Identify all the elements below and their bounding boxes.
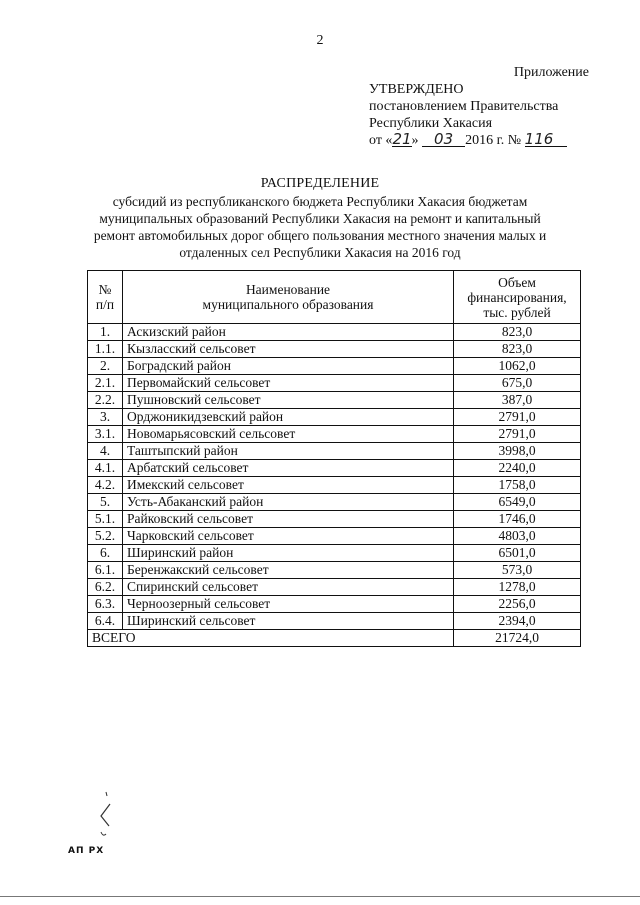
header-amount-line-2: финансирования, [467, 289, 567, 305]
row-number: 3.1. [88, 426, 123, 443]
table-row [88, 358, 581, 375]
row-amount: 2394,0 [454, 613, 581, 630]
row-name: Боградский район [123, 358, 454, 375]
row-amount: 6549,0 [454, 494, 581, 511]
date-month: 03 [422, 132, 465, 147]
row-amount: 1278,0 [454, 579, 581, 596]
row-amount: 1062,0 [454, 358, 581, 375]
total-row [88, 630, 581, 647]
header-amount-line-1: Объем [498, 274, 536, 290]
row-name: Спиринский сельсовет [123, 579, 454, 596]
header-name-line-2: муниципального образования [202, 297, 374, 312]
table-header-row [88, 271, 581, 324]
header-number-line-1: № [98, 282, 112, 297]
row-name: Усть-Абаканский район [123, 494, 454, 511]
date-year: 2016 г. [465, 133, 505, 148]
table-row [88, 375, 581, 392]
row-amount: 387,0 [454, 392, 581, 409]
row-amount: 573,0 [454, 562, 581, 579]
row-amount: 2256,0 [454, 596, 581, 613]
document-title: РАСПРЕДЕЛЕНИЕ [260, 176, 380, 191]
row-number: 4.2. [88, 477, 123, 494]
page-number: 2 [316, 33, 324, 48]
row-name: Черноозерный сельсовет [123, 596, 454, 613]
row-name: Ширинский сельсовет [123, 613, 454, 630]
date-prefix: от « [369, 133, 393, 148]
page-bottom-edge [0, 896, 640, 897]
row-name: Новомарьясовский сельсовет [123, 426, 454, 443]
row-name: Пушновский сельсовет [123, 392, 454, 409]
row-number: 4.1. [88, 460, 123, 477]
row-number: 6.4. [88, 613, 123, 630]
approval-date-line [369, 132, 609, 149]
approved-label: УТВЕРЖДЕНО [369, 82, 464, 97]
date-day: 21 [392, 130, 412, 148]
total-amount: 21724,0 [454, 630, 581, 647]
footer-code: АП РХ [68, 846, 105, 856]
row-name: Аскизский район [123, 324, 454, 341]
row-number: 5.2. [88, 528, 123, 545]
table-row [88, 341, 581, 358]
header-amount-line-3: тыс. рублей [483, 304, 551, 320]
row-number: 1. [88, 324, 123, 341]
table-row [88, 596, 581, 613]
table-row [88, 426, 581, 443]
row-number: 5. [88, 494, 123, 511]
row-amount: 4803,0 [454, 528, 581, 545]
table-row [88, 460, 581, 477]
table-row [88, 494, 581, 511]
row-name: Арбатский сельсовет [123, 460, 454, 477]
row-amount: 823,0 [454, 324, 581, 341]
appendix-label: Приложение [513, 65, 589, 80]
row-name: Райковский сельсовет [123, 511, 454, 528]
table-row [88, 545, 581, 562]
table-row [88, 511, 581, 528]
table-row [88, 579, 581, 596]
row-number: 6.2. [88, 579, 123, 596]
approval-line-2: Республики Хакасия [369, 116, 493, 131]
header-number [88, 271, 123, 324]
row-name: Чарковский сельсовет [123, 528, 454, 545]
table-row [88, 324, 581, 341]
row-name: Орджоникидзевский район [123, 409, 454, 426]
date-mid: » [411, 133, 419, 148]
table-row [88, 392, 581, 409]
row-number: 2.2. [88, 392, 123, 409]
row-number: 5.1. [88, 511, 123, 528]
row-number: 6.3. [88, 596, 123, 613]
table-body [88, 324, 581, 647]
row-name: Имекский сельсовет [123, 477, 454, 494]
signature-mark [96, 790, 116, 840]
document-subtitle: субсидий из республиканского бюджета Республики Хакасия бюджетам муниципальных образований Республики Хакасия на ремонт и капитальный ремонт автомобильных дорог общего пользования местного значения малых и отдаленных сел Республики Хакасия на 2016 год [93, 194, 547, 260]
row-name: Беренжакский сельсовет [123, 562, 454, 579]
approval-block [369, 64, 609, 149]
row-number: 6. [88, 545, 123, 562]
row-number: 6.1. [88, 562, 123, 579]
document-number: 116 [525, 132, 568, 147]
row-number: 1.1. [88, 341, 123, 358]
row-amount: 3998,0 [454, 443, 581, 460]
row-number: 2. [88, 358, 123, 375]
table-row [88, 443, 581, 460]
row-amount: 2791,0 [454, 426, 581, 443]
number-sign: № [507, 133, 522, 148]
row-name: Ширинский район [123, 545, 454, 562]
row-number: 4. [88, 443, 123, 460]
row-name: Кызласский сельсовет [123, 341, 454, 358]
subsidy-table [87, 270, 581, 647]
table-row [88, 477, 581, 494]
row-amount: 2791,0 [454, 409, 581, 426]
header-number-line-2: п/п [95, 297, 115, 312]
row-name: Первомайский сельсовет [123, 375, 454, 392]
table-row [88, 409, 581, 426]
approval-line-1: постановлением Правительства [369, 99, 559, 114]
row-amount: 1746,0 [454, 511, 581, 528]
row-amount: 1758,0 [454, 477, 581, 494]
header-name-line-1: Наименование [245, 282, 331, 297]
table-row [88, 613, 581, 630]
total-label: ВСЕГО [88, 630, 454, 647]
header-amount [454, 271, 581, 324]
row-amount: 6501,0 [454, 545, 581, 562]
table-row [88, 528, 581, 545]
row-number: 3. [88, 409, 123, 426]
row-amount: 675,0 [454, 375, 581, 392]
header-name [123, 271, 454, 324]
row-amount: 2240,0 [454, 460, 581, 477]
row-number: 2.1. [88, 375, 123, 392]
row-amount: 823,0 [454, 341, 581, 358]
table-row [88, 562, 581, 579]
row-name: Таштыпский район [123, 443, 454, 460]
